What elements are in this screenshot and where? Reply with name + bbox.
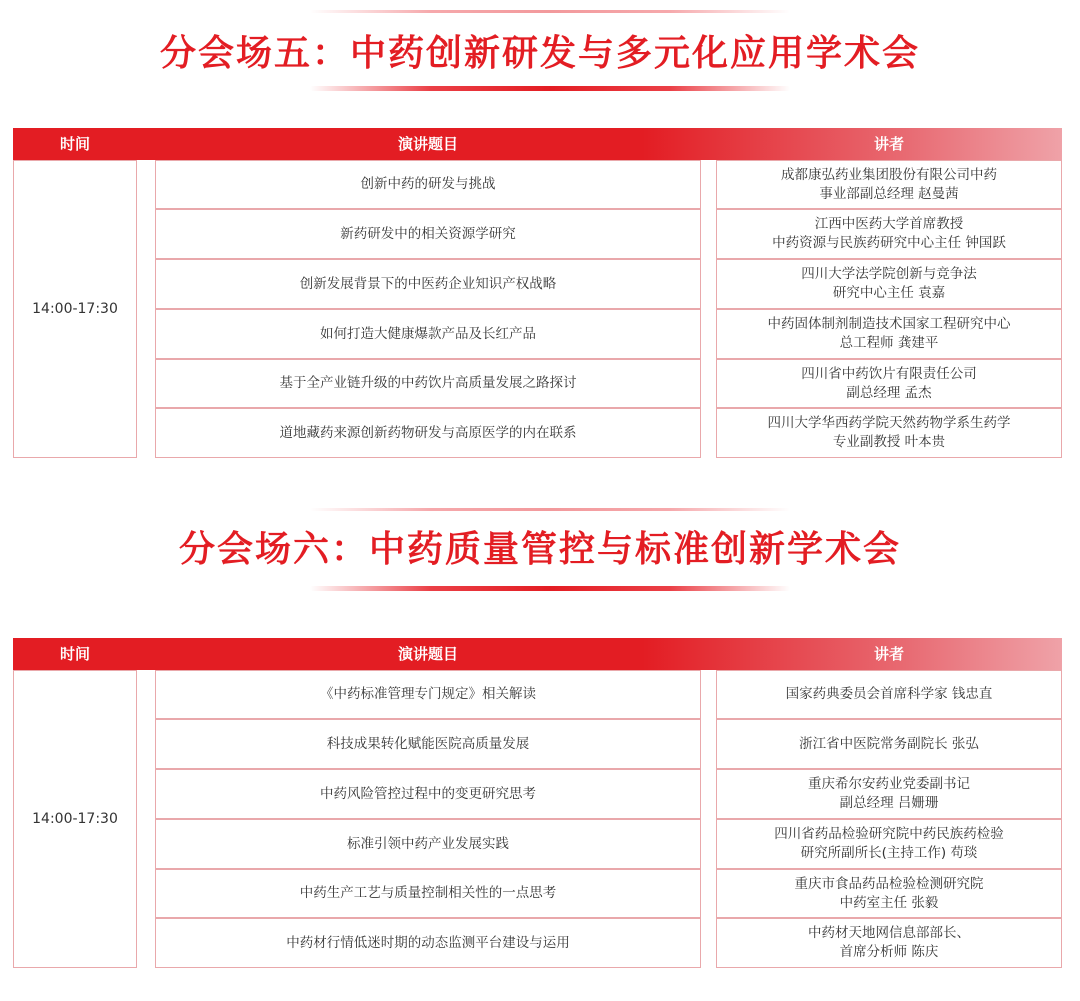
speaker-line: 江西中医药大学首席教授 — [814, 216, 964, 232]
speaker-line: 四川大学华西药学院天然药物学系生药学 — [767, 415, 1011, 431]
speaker-line: 重庆市食品药品检验检测研究院 — [794, 875, 984, 892]
table-header — [13, 638, 1062, 670]
speaker-line: 总工程师 龚建平 — [839, 335, 939, 351]
header-time: 时间 — [59, 135, 90, 153]
speaker-line: 四川大学法学院创新与竞争法 — [801, 266, 977, 282]
topic-cell: 中药风险管控过程中的变更研究思考 — [155, 769, 701, 819]
speaker-line: 研究所副所长(主持工作) 苟琰 — [800, 845, 978, 861]
session-6-title: 分会场六：中药质量管控与标准创新学术会 — [178, 529, 901, 570]
speaker-cell — [716, 869, 1062, 918]
speaker-cell — [716, 769, 1062, 819]
title-decoration-top — [310, 508, 790, 511]
topic-cell: 科技成果转化赋能医院高质量发展 — [155, 719, 701, 769]
speaker-line: 成都康弘药业集团股份有限公司中药 — [781, 166, 997, 183]
speaker-line: 中药室主任 张毅 — [839, 894, 939, 911]
speaker-cell — [716, 309, 1062, 359]
topic-cell: 《中药标准管理专门规定》相关解读 — [155, 670, 701, 719]
topic-cell: 中药生产工艺与质量控制相关性的一点思考 — [155, 869, 701, 918]
header-speaker: 讲者 — [873, 135, 904, 153]
speaker-line: 中药材天地网信息部部长、 — [808, 925, 970, 941]
topic-cell: 新药研发中的相关资源学研究 — [155, 209, 701, 259]
table-header — [13, 128, 1062, 160]
speaker-line: 副总经理 吕姗珊 — [839, 795, 939, 811]
speaker-cell — [716, 209, 1062, 259]
speaker-cell — [716, 408, 1062, 458]
topic-cell: 道地藏药来源创新药物研发与高原医学的内在联系 — [155, 408, 701, 458]
speaker-line: 研究中心主任 袁嘉 — [832, 285, 946, 301]
speaker-cell — [716, 719, 1062, 769]
speaker-line: 事业部副总经理 赵曼茜 — [819, 185, 959, 202]
topic-cell: 中药材行情低迷时期的动态监测平台建设与运用 — [155, 918, 701, 968]
header-topic: 演讲题目 — [397, 135, 458, 153]
topic-cell: 创新发展背景下的中医药企业知识产权战略 — [155, 259, 701, 309]
speaker-line: 中药固体制剂制造技术国家工程研究中心 — [767, 316, 1011, 332]
speaker-cell — [716, 359, 1062, 408]
speaker-cell — [716, 918, 1062, 968]
speaker-cell — [716, 160, 1062, 209]
header-topic: 演讲题目 — [397, 645, 458, 663]
title-decoration-bottom — [310, 586, 790, 591]
speaker-line: 专业副教授 叶本贵 — [832, 434, 946, 450]
header-time: 时间 — [59, 645, 90, 663]
topic-cell: 如何打造大健康爆款产品及长红产品 — [155, 309, 701, 359]
time-cell: 14:00-17:30 — [13, 160, 137, 458]
speaker-line: 重庆希尔安药业党委副书记 — [808, 776, 970, 792]
topic-cell: 基于全产业链升级的中药饮片高质量发展之路探讨 — [155, 359, 701, 408]
title-decoration-bottom — [310, 86, 790, 91]
speaker-line: 四川省中药饮片有限责任公司 — [801, 365, 977, 382]
speaker-line: 副总经理 孟杰 — [846, 384, 932, 401]
speaker-line: 浙江省中医院常务副院长 张弘 — [799, 735, 979, 752]
speaker-line: 中药资源与民族药研究中心主任 钟国跃 — [772, 235, 1006, 251]
speaker-line: 首席分析师 陈庆 — [839, 944, 939, 960]
time-cell: 14:00-17:30 — [13, 670, 137, 968]
title-decoration-top — [310, 10, 790, 13]
speaker-cell — [716, 819, 1062, 869]
speaker-cell — [716, 259, 1062, 309]
header-speaker: 讲者 — [873, 645, 904, 663]
topic-cell: 创新中药的研发与挑战 — [155, 160, 701, 209]
topic-cell: 标准引领中药产业发展实践 — [155, 819, 701, 869]
speaker-line: 国家药典委员会首席科学家 钱忠直 — [785, 686, 993, 702]
speaker-line: 四川省药品检验研究院中药民族药检验 — [774, 826, 1004, 842]
speaker-cell — [716, 670, 1062, 719]
session-5-title: 分会场五：中药创新研发与多元化应用学术会 — [159, 33, 920, 74]
